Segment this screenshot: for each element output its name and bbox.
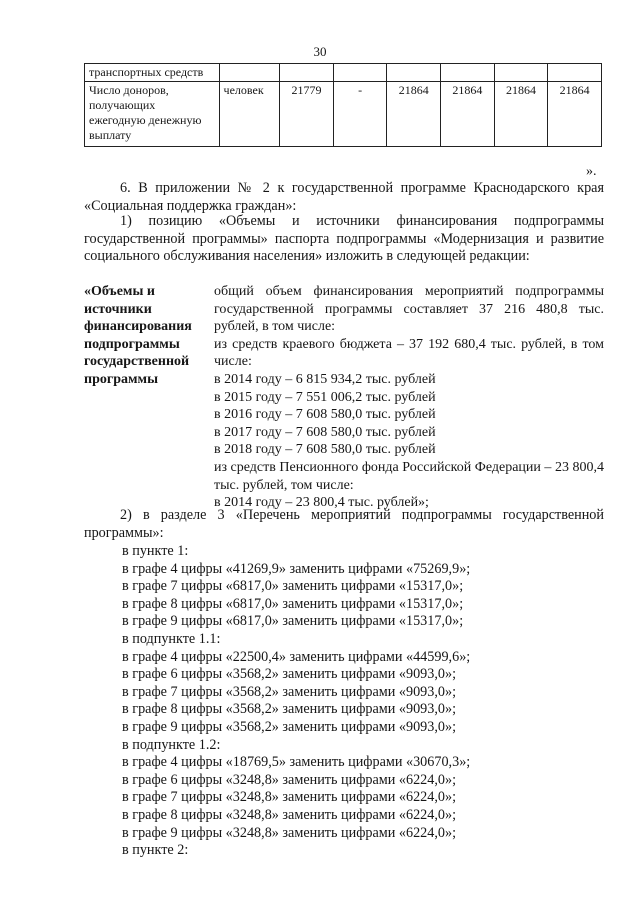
table-row [85, 64, 602, 82]
list-item: в графе 8 цифры «3248,8» заменить цифрами «6224,0»; [122, 806, 457, 823]
list-item: в графе 4 цифры «41269,9» заменить цифрами «75269,9»; [122, 560, 471, 577]
table-cell-unit: человек [219, 82, 280, 147]
list-item: в графе 6 цифры «3248,8» заменить цифрами «6224,0»; [122, 771, 457, 788]
list-item: в графе 4 цифры «18769,5» заменить цифрами «30670,3»; [122, 754, 471, 771]
indicators-table [84, 63, 602, 147]
passport-body [214, 283, 604, 512]
passport-label: «Объемы и источники финансирования подпрограммы государственной программы [84, 284, 192, 387]
passport-year-2014: в 2014 году – 6 815 934,2 тыс. рублей [214, 371, 436, 387]
table-cell-value [280, 64, 334, 82]
list-item: в графе 8 цифры «3568,2» заменить цифрами «9093,0»; [122, 701, 457, 718]
list-item: в графе 7 цифры «6817,0» заменить цифрами «15317,0»; [122, 578, 464, 595]
paragraph-6: 6. В приложении № 2 к государственной программе Краснодарского края «Социальная поддержка граждан»: [84, 180, 604, 214]
table-cell-name: Число доноров, получающих ежегодную денежную выплату [85, 82, 220, 147]
table-cell-value: - [333, 82, 387, 147]
passport-year-2018: в 2018 году – 7 608 580,0 тыс. рублей [214, 442, 436, 458]
table-cell-name: транспортных средств [85, 64, 220, 82]
list-item: в графе 9 цифры «6817,0» заменить цифрами «15317,0»; [122, 613, 464, 630]
table-cell-value: 21864 [494, 82, 548, 147]
paragraph-2: 2) в разделе 3 «Перечень мероприятий подпрограммы государственной программы»: [84, 507, 604, 541]
list-item: в пункте 1: [122, 543, 189, 559]
list-item: в подпункте 1.1: [122, 630, 221, 647]
passport-total: общий объем финансирования мероприятий подпрограммы государственной программы составляет 37 216 480,8 тыс. рублей, в том числе: [214, 284, 604, 335]
list-item: в графе 7 цифры «3248,8» заменить цифрами «6224,0»; [122, 789, 457, 806]
list-item: в графе 9 цифры «3248,8» заменить цифрами «6224,0»; [122, 824, 457, 841]
passport-year-2017: в 2017 году – 7 608 580,0 тыс. рублей [214, 424, 436, 440]
paragraph-1: 1) позицию «Объемы и источники финансирования подпрограммы государственной программы» паспорта подпрограммы «Модернизация и развитие социального обслуживания населения» изложить в следующей редакции: [84, 213, 604, 265]
table-cell-value [441, 64, 495, 82]
table-cell-unit [219, 64, 280, 82]
list-item: в графе 9 цифры «3568,2» заменить цифрами «9093,0»; [122, 718, 457, 735]
passport-pension-year: в 2014 году – 23 800,4 тыс. рублей»; [214, 495, 429, 511]
page-number: 30 [313, 44, 327, 59]
list-item: в графе 6 цифры «3568,2» заменить цифрами «9093,0»; [122, 666, 457, 683]
table-cell-value [548, 64, 602, 82]
list-item: в графе 4 цифры «22500,4» заменить цифрами «44599,6»; [122, 648, 471, 665]
table-row [85, 82, 602, 147]
amendment-lines [84, 543, 604, 860]
table-cell-value [387, 64, 441, 82]
table-cell-value [333, 64, 387, 82]
closing-quote: ». [586, 164, 597, 179]
passport-regional: из средств краевого бюджета – 37 192 680,4 тыс. рублей, в том числе: [214, 336, 604, 370]
passport-pension: из средств Пенсионного фонда Российской Федерации – 23 800,4 тыс. рублей, том числе: [214, 459, 604, 493]
list-item: в графе 8 цифры «6817,0» заменить цифрами «15317,0»; [122, 595, 464, 612]
table-cell-value: 21864 [548, 82, 602, 147]
table-cell-value: 21864 [441, 82, 495, 147]
list-item: в графе 7 цифры «3568,2» заменить цифрами «9093,0»; [122, 683, 457, 700]
table-cell-value: 21864 [387, 82, 441, 147]
passport-year-2016: в 2016 году – 7 608 580,0 тыс. рублей [214, 407, 436, 423]
list-item: в подпункте 1.2: [122, 736, 221, 753]
table-cell-value [494, 64, 548, 82]
passport-year-2015: в 2015 году – 7 551 006,2 тыс. рублей [214, 389, 436, 405]
table-cell-value: 21779 [280, 82, 334, 147]
list-item: в пункте 2: [122, 842, 189, 859]
